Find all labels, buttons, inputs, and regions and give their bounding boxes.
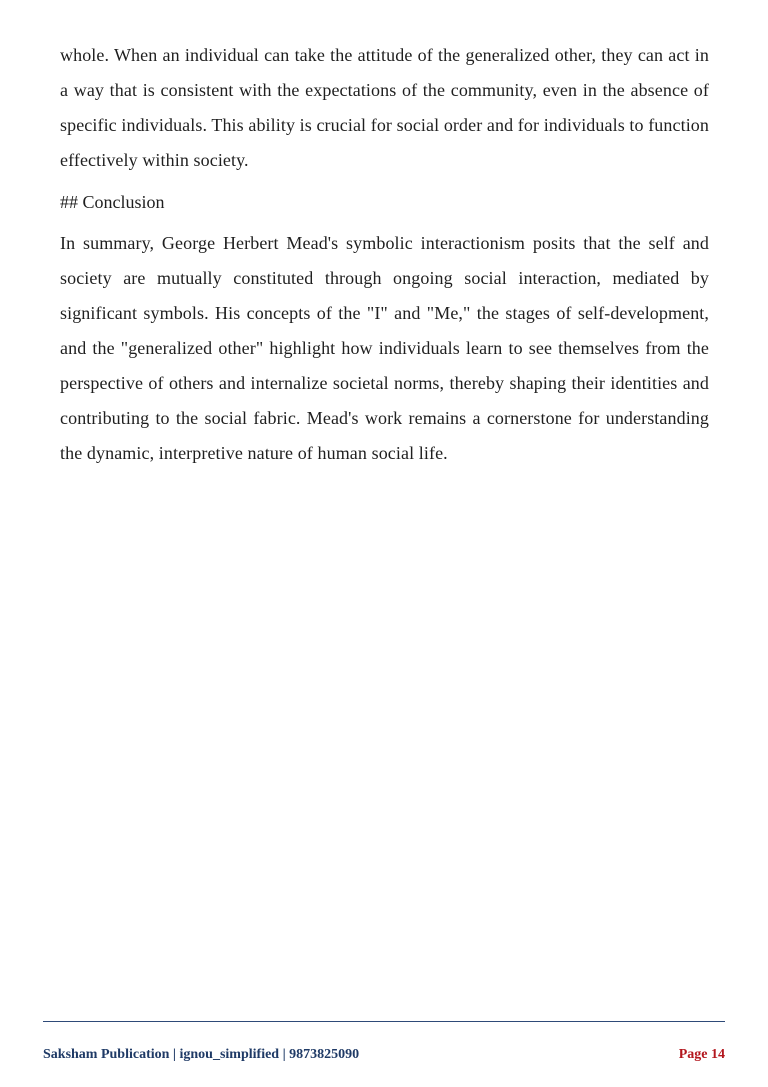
intro-paragraph: whole. When an individual can take the attitude of the generalized other, they can act in a way that is consistent with the expectations of the community, even in the absence of specific individuals. This ability is crucial for social order and for individuals to function effectively within society. <box>60 45 709 170</box>
conclusion-paragraph: In summary, George Herbert Mead's symbolic interactionism posits that the self and society are mutually constituted through ongoing social interaction, mediated by significant symbols. His concepts of the "I" and "Me," the stages of self-development, and the "generalized other" highlight how individuals learn to see themselves from the perspective of others and internalize societal norms, thereby shaping their identities and contributing to the social fabric. Mead's work remains a cornerstone for understanding the dynamic, interpretive nature of human social life. <box>60 233 709 463</box>
footer-publisher-info: Saksham Publication | ignou_simplified | 9873825090 <box>43 1047 360 1062</box>
document-body <box>60 38 709 471</box>
footer-divider <box>43 1021 725 1022</box>
section-heading: ## Conclusion <box>60 192 165 212</box>
footer-page-number: Page 14 <box>678 1047 725 1062</box>
